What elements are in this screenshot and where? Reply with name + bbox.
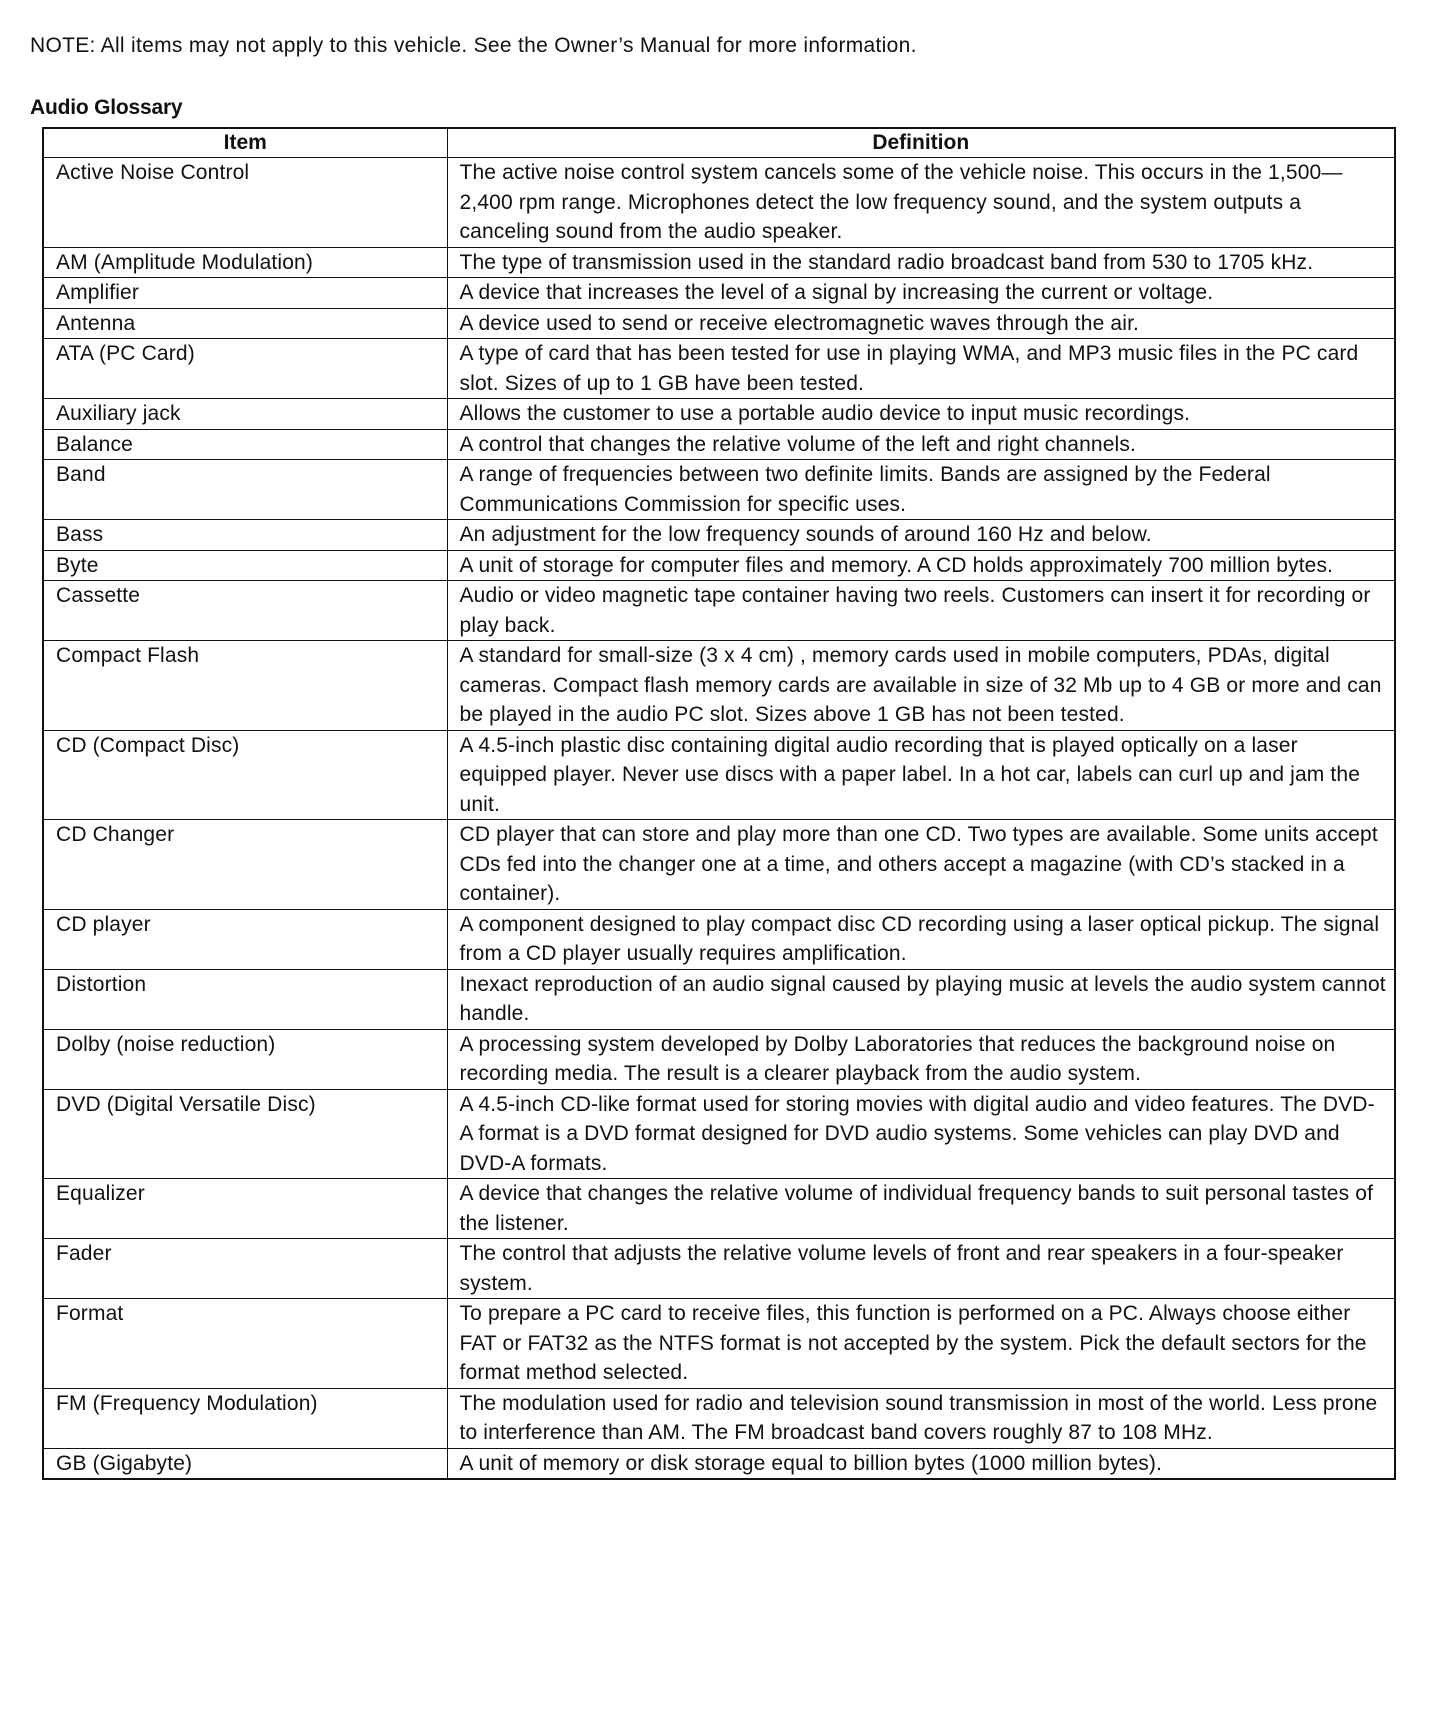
glossary-definition: An adjustment for the low frequency sounds of around 160 Hz and below. <box>447 520 1395 551</box>
glossary-term: CD Changer <box>43 820 447 910</box>
table-row <box>43 1448 1395 1479</box>
glossary-definition: To prepare a PC card to receive files, this function is performed on a PC. Always choose either FAT or FAT32 as the NTFS format is not accepted by the system. Pick the default sectors for the format method selected. <box>447 1299 1395 1389</box>
table-row <box>43 550 1395 581</box>
table-row <box>43 909 1395 969</box>
glossary-definition: The modulation used for radio and television sound transmission in most of the world. Less prone to interference than AM. The FM broadcast band covers roughly 87 to 108 MHz. <box>447 1388 1395 1448</box>
glossary-definition: The active noise control system cancels some of the vehicle noise. This occurs in the 1,500—2,400 rpm range. Microphones detect the low frequency sound, and the system outputs a canceling sound from the audio speaker. <box>447 158 1395 248</box>
glossary-definition: A component designed to play compact disc CD recording using a laser optical pickup. The signal from a CD player usually requires amplification. <box>447 909 1395 969</box>
glossary-term: Distortion <box>43 969 447 1029</box>
glossary-definition: A unit of storage for computer files and memory. A CD holds approximately 700 million bytes. <box>447 550 1395 581</box>
table-row <box>43 278 1395 309</box>
glossary-term: Dolby (noise reduction) <box>43 1029 447 1089</box>
glossary-table <box>42 127 1396 1480</box>
glossary-definition: A control that changes the relative volume of the left and right channels. <box>447 429 1395 460</box>
glossary-term: Cassette <box>43 581 447 641</box>
table-row <box>43 1239 1395 1299</box>
glossary-term: CD (Compact Disc) <box>43 730 447 820</box>
glossary-definition: Audio or video magnetic tape container having two reels. Customers can insert it for recording or play back. <box>447 581 1395 641</box>
glossary-term: CD player <box>43 909 447 969</box>
table-row <box>43 429 1395 460</box>
table-row <box>43 339 1395 399</box>
table-row <box>43 1299 1395 1389</box>
glossary-term: Fader <box>43 1239 447 1299</box>
glossary-term: Auxiliary jack <box>43 399 447 430</box>
table-row <box>43 247 1395 278</box>
table-row <box>43 1388 1395 1448</box>
glossary-term: Format <box>43 1299 447 1389</box>
glossary-table-header <box>43 128 1395 158</box>
glossary-definition: A device used to send or receive electromagnetic waves through the air. <box>447 308 1395 339</box>
table-row <box>43 308 1395 339</box>
glossary-table-body <box>43 158 1395 1480</box>
glossary-term: Active Noise Control <box>43 158 447 248</box>
table-row <box>43 969 1395 1029</box>
table-row <box>43 158 1395 248</box>
header-item: Item <box>43 128 447 158</box>
glossary-term: FM (Frequency Modulation) <box>43 1388 447 1448</box>
glossary-definition: Inexact reproduction of an audio signal caused by playing music at levels the audio system cannot handle. <box>447 969 1395 1029</box>
glossary-term: Equalizer <box>43 1179 447 1239</box>
table-row <box>43 820 1395 910</box>
glossary-definition: A standard for small-size (3 x 4 cm) , memory cards used in mobile computers, PDAs, digital cameras. Compact flash memory cards are available in size of 32 Mb up to 4 GB or more and can be played in the audio PC slot. Sizes above 1 GB has not been tested. <box>447 641 1395 731</box>
glossary-term: Antenna <box>43 308 447 339</box>
glossary-definition: A processing system developed by Dolby Laboratories that reduces the background noise on recording media. The result is a clearer playback from the audio system. <box>447 1029 1395 1089</box>
glossary-term: Balance <box>43 429 447 460</box>
glossary-definition: A range of frequencies between two definite limits. Bands are assigned by the Federal Communications Commission for specific uses. <box>447 460 1395 520</box>
glossary-definition: A device that increases the level of a signal by increasing the current or voltage. <box>447 278 1395 309</box>
glossary-definition: Allows the customer to use a portable audio device to input music recordings. <box>447 399 1395 430</box>
glossary-definition: The type of transmission used in the standard radio broadcast band from 530 to 1705 kHz. <box>447 247 1395 278</box>
glossary-definition: A 4.5-inch CD-like format used for storing movies with digital audio and video features. The DVD-A format is a DVD format designed for DVD audio systems. Some vehicles can play DVD and DVD-A formats. <box>447 1089 1395 1179</box>
glossary-term: Byte <box>43 550 447 581</box>
glossary-definition: The control that adjusts the relative volume levels of front and rear speakers in a four-speaker system. <box>447 1239 1395 1299</box>
glossary-term: Bass <box>43 520 447 551</box>
glossary-title: Audio Glossary <box>30 96 183 119</box>
glossary-term: Compact Flash <box>43 641 447 731</box>
glossary-definition: A type of card that has been tested for use in playing WMA, and MP3 music files in the PC card slot. Sizes of up to 1 GB have been tested. <box>447 339 1395 399</box>
glossary-definition: A unit of memory or disk storage equal to billion bytes (1000 million bytes). <box>447 1448 1395 1479</box>
header-row <box>43 128 1395 158</box>
table-row <box>43 399 1395 430</box>
glossary-term: AM (Amplitude Modulation) <box>43 247 447 278</box>
header-definition: Definition <box>447 128 1395 158</box>
table-row <box>43 1089 1395 1179</box>
glossary-definition: A 4.5-inch plastic disc containing digital audio recording that is played optically on a laser equipped player. Never use discs with a paper label. In a hot car, labels can curl up and jam the unit. <box>447 730 1395 820</box>
glossary-term: Amplifier <box>43 278 447 309</box>
table-row <box>43 1179 1395 1239</box>
glossary-definition: CD player that can store and play more than one CD. Two types are available. Some units accept CDs fed into the changer one at a time, and others accept a magazine (with CD’s stacked in a container). <box>447 820 1395 910</box>
page-note: NOTE: All items may not apply to this vehicle. See the Owner’s Manual for more information. <box>30 34 917 57</box>
table-row <box>43 581 1395 641</box>
glossary-term: GB (Gigabyte) <box>43 1448 447 1479</box>
glossary-term: ATA (PC Card) <box>43 339 447 399</box>
table-row <box>43 641 1395 731</box>
table-row <box>43 730 1395 820</box>
glossary-term: Band <box>43 460 447 520</box>
glossary-term: DVD (Digital Versatile Disc) <box>43 1089 447 1179</box>
table-row <box>43 1029 1395 1089</box>
table-row <box>43 460 1395 520</box>
glossary-definition: A device that changes the relative volume of individual frequency bands to suit personal tastes of the listener. <box>447 1179 1395 1239</box>
table-row <box>43 520 1395 551</box>
